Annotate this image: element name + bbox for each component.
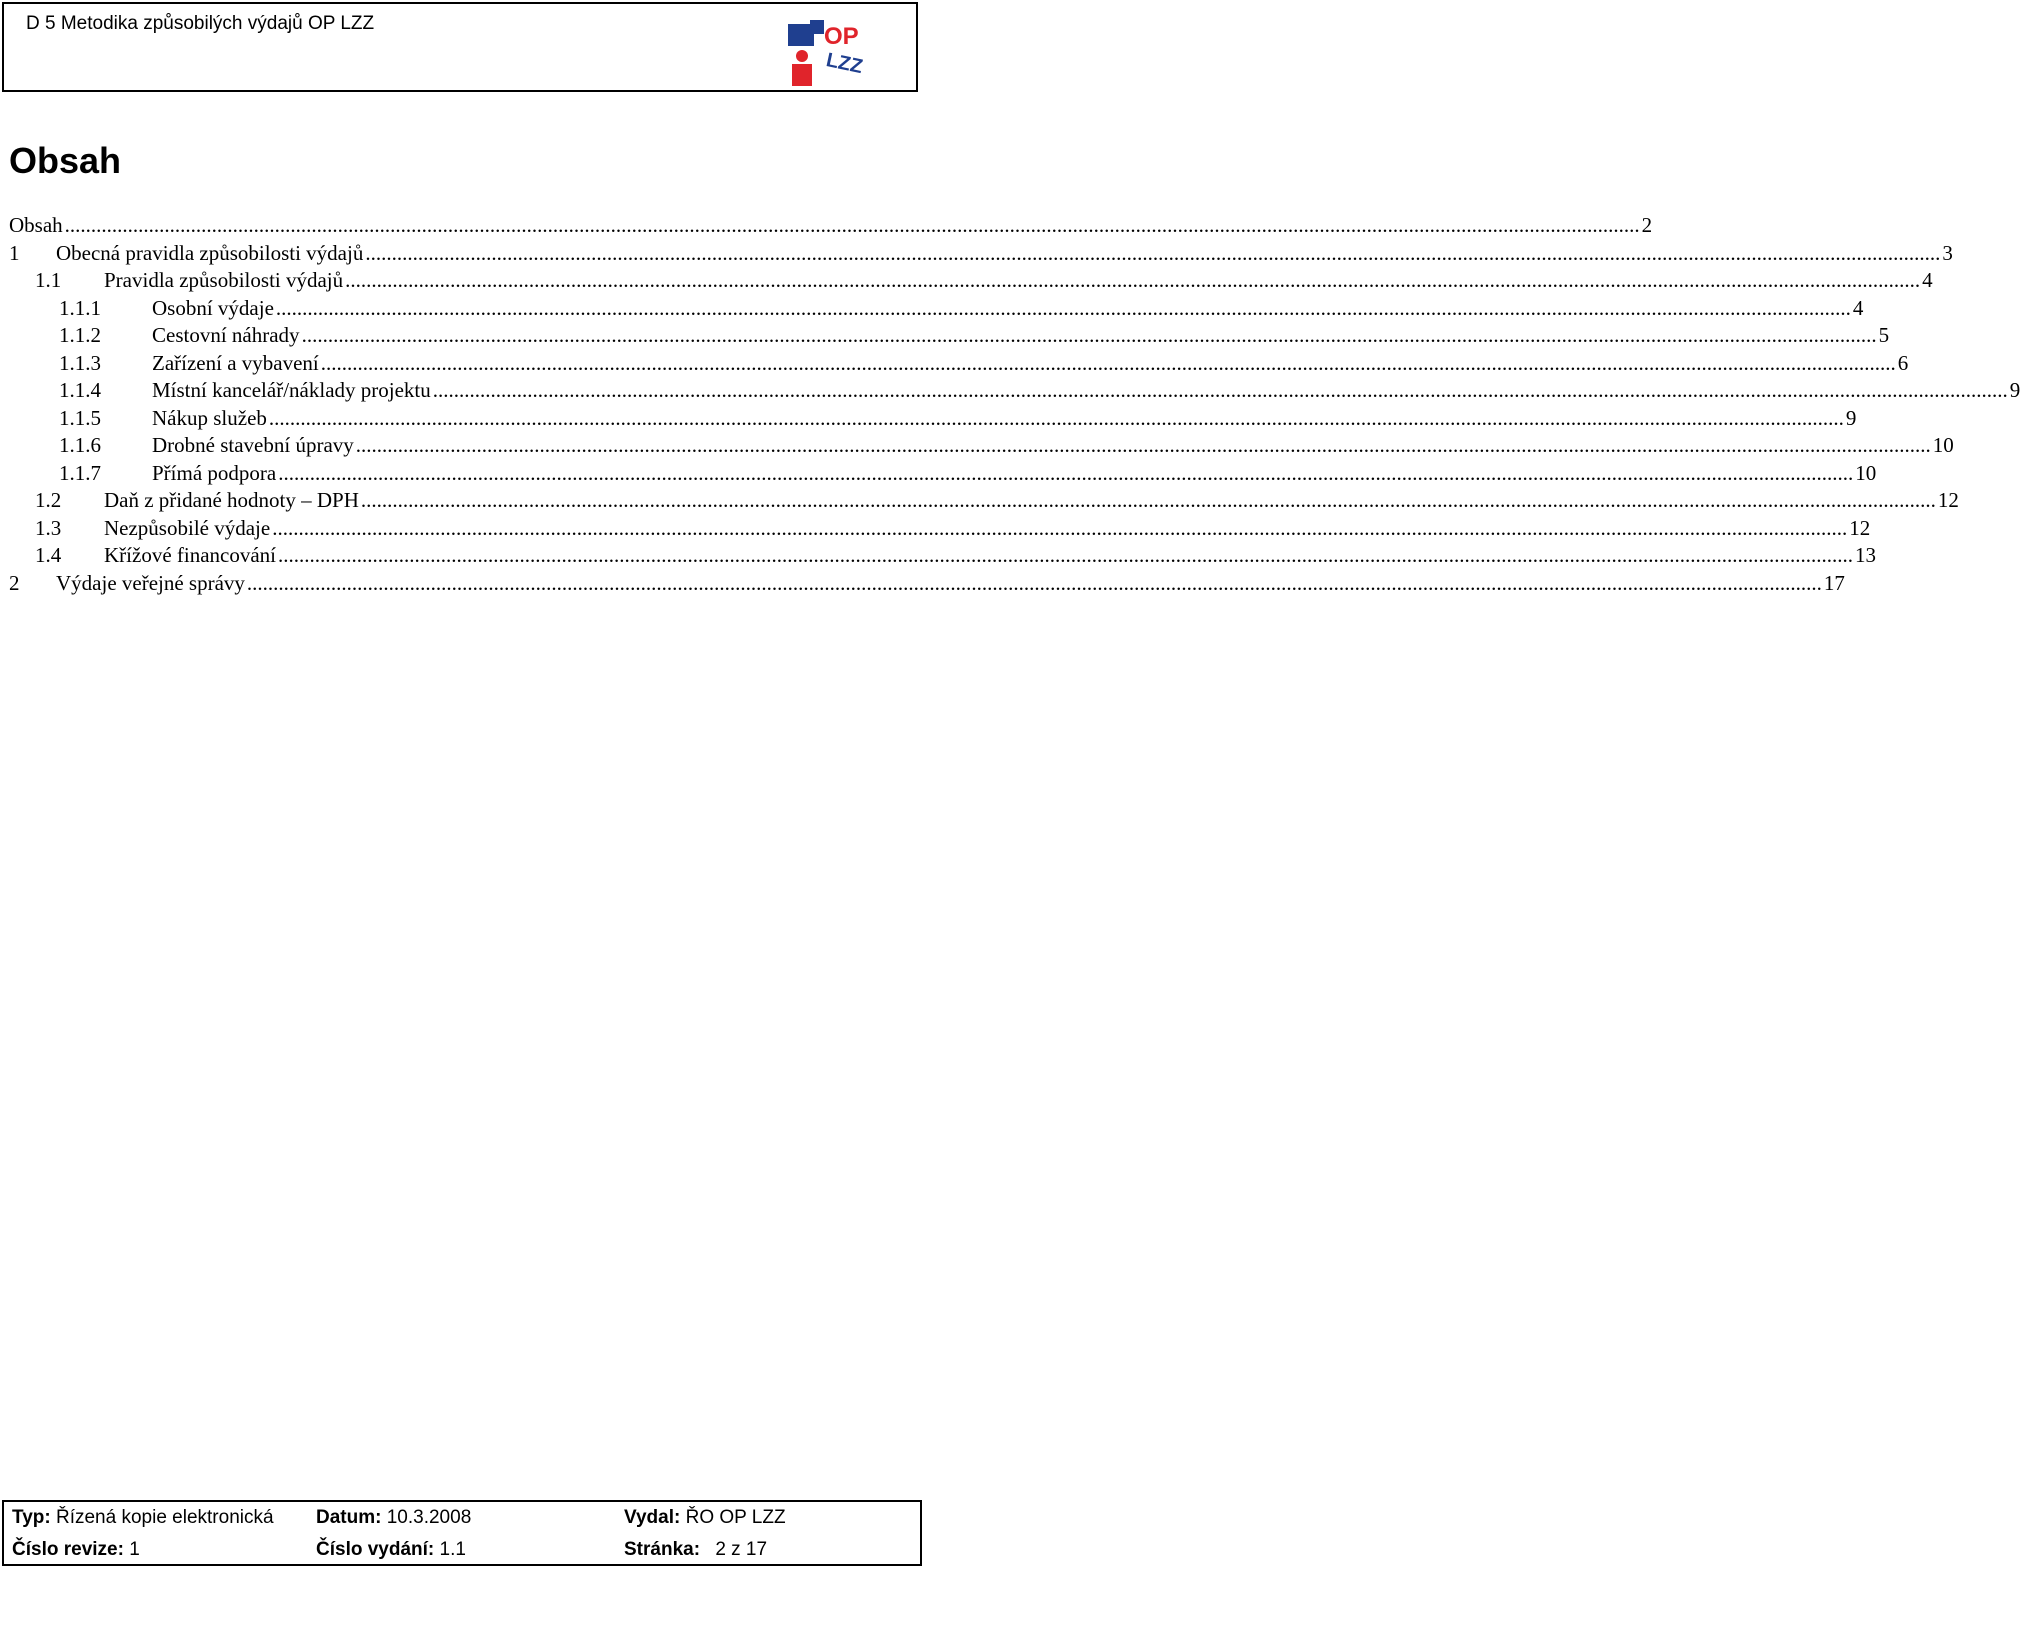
document-footer xyxy=(2,1500,922,1566)
toc-dot-leader: ............................................................................................................................................................................................................................................................................................................ xyxy=(272,515,1848,540)
toc-entry-title: Křížové financování xyxy=(104,543,277,567)
toc-entry-title: Místní kancelář/náklady projektu xyxy=(152,378,431,402)
toc-entry[interactable] xyxy=(9,515,1871,543)
op-lzz-logo xyxy=(786,18,896,90)
toc-dot-leader: ............................................................................................................................................................................................................................................................................................................ xyxy=(64,213,1640,237)
toc-entry-page: 9 xyxy=(1845,405,1857,430)
toc-dot-leader: ............................................................................................................................................................................................................................................................................................................ xyxy=(301,323,1877,347)
toc-dot-leader: ............................................................................................................................................................................................................................................................................................................ xyxy=(320,350,1896,375)
svg-text:OP: OP xyxy=(824,23,859,50)
toc-entry-number: 1.1.2 xyxy=(59,323,101,347)
toc-dot-leader: ............................................................................................................................................................................................................................................................................................................ xyxy=(355,433,1931,457)
toc-dot-leader: ............................................................................................................................................................................................................................................................................................................ xyxy=(278,543,1854,567)
toc-dot-leader: ............................................................................................................................................................................................................................................................................................................ xyxy=(275,295,1851,320)
toc-entry-page: 4 xyxy=(1852,295,1864,320)
toc-entry-number: 1.4 xyxy=(35,543,62,567)
toc-entry-title: Obsah xyxy=(9,213,63,237)
toc-dot-leader: ............................................................................................................................................................................................................................................................................................................ xyxy=(360,488,1936,512)
toc-entry-number: 1.2 xyxy=(35,488,62,512)
toc-entry-title: Zařízení a vybavení xyxy=(152,350,319,375)
toc-entry-title: Cestovní náhrady xyxy=(152,323,300,347)
toc-entry[interactable] xyxy=(9,405,1857,433)
toc-entry-page: 6 xyxy=(1897,350,1909,375)
toc-entry-number: 1.1.3 xyxy=(59,350,101,375)
toc-entry-page: 9 xyxy=(2009,378,2020,402)
toc-entry-number: 1.1.4 xyxy=(59,378,101,402)
svg-text:LZZ: LZZ xyxy=(824,49,865,79)
toc-entry-number: 1.1.6 xyxy=(59,433,101,457)
toc-entry-page: 12 xyxy=(1937,488,1959,512)
toc-entry-title: Daň z přidané hodnoty – DPH xyxy=(104,488,359,512)
toc-entry-title: Nákup služeb xyxy=(152,405,267,430)
toc-entry[interactable] xyxy=(9,267,1933,295)
document-header xyxy=(2,2,918,92)
footer-typ: Typ: Řízená kopie elektronická xyxy=(12,1507,274,1528)
toc-entry-page: 12 xyxy=(1849,515,1871,540)
toc-entry-number: 1.1.1 xyxy=(59,295,101,320)
toc-entry-number: 1.1.7 xyxy=(59,460,101,485)
toc-entry-title: Osobní výdaje xyxy=(152,295,274,320)
toc-dot-leader: ............................................................................................................................................................................................................................................................................................................ xyxy=(246,570,1822,595)
toc-entry-title: Obecná pravidla způsobilosti výdajů xyxy=(56,240,364,265)
toc-dot-leader: ............................................................................................................................................................................................................................................................................................................ xyxy=(268,405,1844,430)
toc-entry-page: 10 xyxy=(1932,433,1954,457)
toc-entry-number: 1.1 xyxy=(35,268,62,292)
footer-vydal: Vydal: ŘO OP LZZ xyxy=(624,1507,786,1528)
table-of-contents xyxy=(9,212,2020,597)
toc-dot-leader: ............................................................................................................................................................................................................................................................................................................ xyxy=(432,378,2008,402)
toc-entry[interactable] xyxy=(9,460,1877,488)
toc-entry[interactable] xyxy=(9,240,1953,268)
toc-entry-page: 17 xyxy=(1823,570,1845,595)
toc-entry[interactable] xyxy=(9,212,1653,240)
toc-entry-number: 2 xyxy=(9,570,20,595)
toc-entry[interactable] xyxy=(9,322,1890,350)
toc-entry-title: Přímá podpora xyxy=(152,460,277,485)
toc-entry-page: 5 xyxy=(1878,323,1890,347)
toc-entry[interactable] xyxy=(9,377,2020,405)
toc-entry-title: Drobné stavební úpravy xyxy=(152,433,354,457)
toc-entry-page: 4 xyxy=(1922,268,1933,292)
toc-entry-number: 1.3 xyxy=(35,515,62,540)
toc-entry[interactable] xyxy=(9,542,1877,570)
footer-revize: Číslo revize: 1 xyxy=(12,1539,140,1560)
toc-entry-page: 3 xyxy=(1942,240,1953,265)
toc-dot-leader: ............................................................................................................................................................................................................................................................................................................ xyxy=(365,240,1941,265)
toc-entry-page: 10 xyxy=(1855,460,1877,485)
toc-entry-page: 13 xyxy=(1855,543,1877,567)
toc-entry[interactable] xyxy=(9,350,1909,378)
footer-vydani: Číslo vydání: 1.1 xyxy=(316,1539,466,1560)
toc-entry-title: Výdaje veřejné správy xyxy=(56,570,245,595)
footer-datum: Datum: 10.3.2008 xyxy=(316,1507,472,1528)
toc-entry[interactable] xyxy=(9,570,1845,598)
footer-stranka: Stránka: 2 z 17 xyxy=(624,1539,768,1560)
toc-entry-number: 1 xyxy=(9,240,20,265)
document-title: D 5 Metodika způsobilých výdajů OP LZZ xyxy=(26,13,375,34)
toc-entry-title: Pravidla způsobilosti výdajů xyxy=(104,268,344,292)
toc-entry[interactable] xyxy=(9,432,1954,460)
toc-entry[interactable] xyxy=(9,487,1959,515)
toc-entry-title: Nezpůsobilé výdaje xyxy=(104,515,271,540)
toc-entry[interactable] xyxy=(9,295,1864,323)
toc-entry-page: 2 xyxy=(1641,213,1653,237)
toc-entry-number: 1.1.5 xyxy=(59,405,101,430)
page-title: Obsah xyxy=(9,140,122,181)
toc-dot-leader: ............................................................................................................................................................................................................................................................................................................ xyxy=(278,460,1854,485)
toc-dot-leader: ............................................................................................................................................................................................................................................................................................................ xyxy=(345,268,1921,292)
